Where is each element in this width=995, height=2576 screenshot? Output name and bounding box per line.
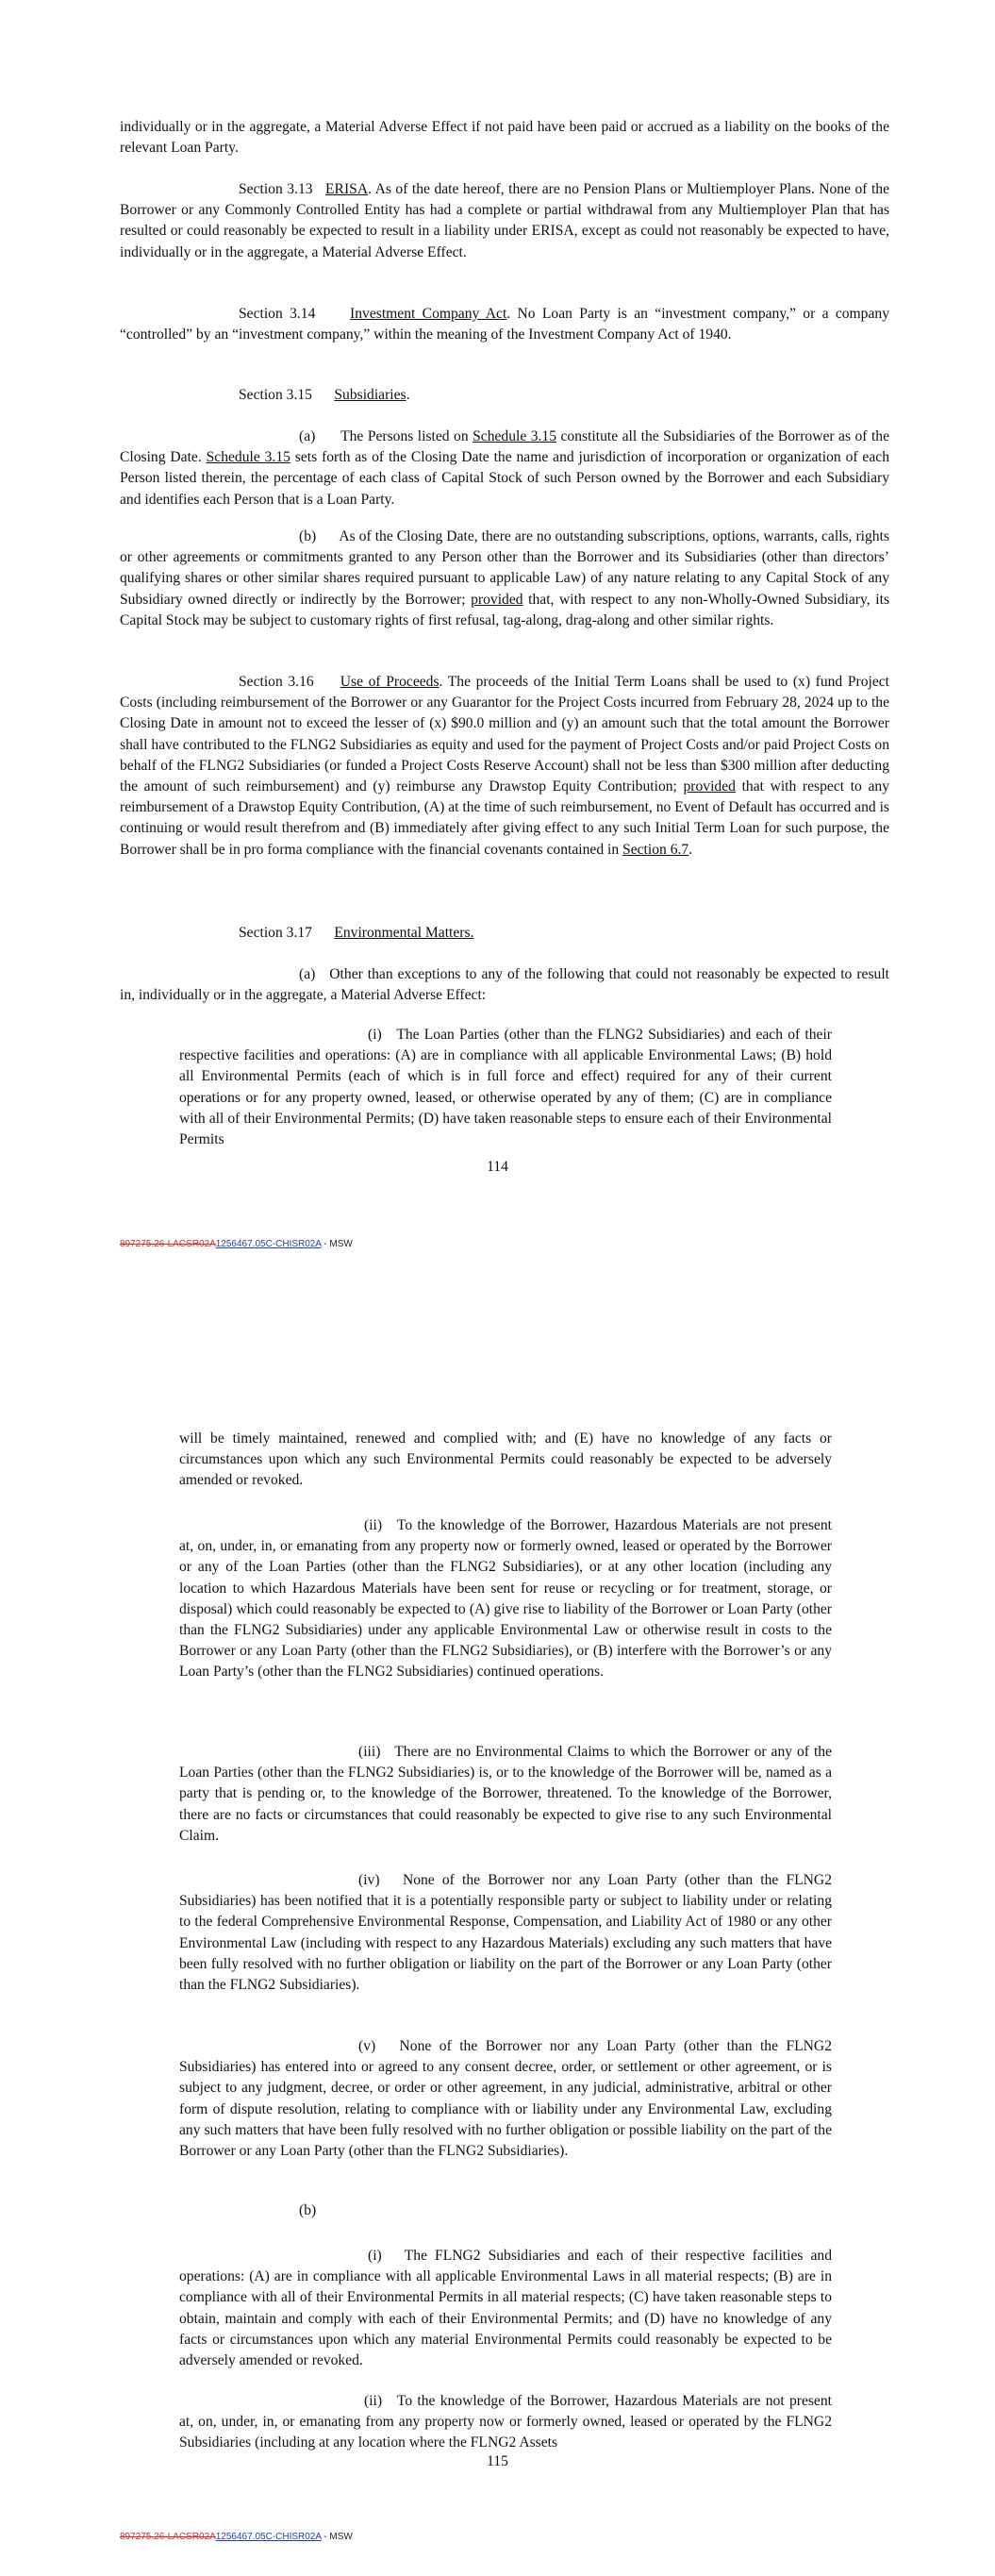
section-3-17-a-i-continued: will be timely maintained, renewed and complied with; and (E) have no knowledge of any facts or circumstances upon which any such Environmental Permits could reasonably be expected to be adversely amended or revoked. <box>179 1430 832 1489</box>
section-3-17-title: Environmental Matters. <box>334 925 474 941</box>
section-3-15-a-paragraph: (a) The Persons listed on Schedule 3.15 constitute all the Subsidiaries of the Borrower as of the Closing Date. Schedule 3.15 sets forth as of the Closing Date the name and jurisdiction of incorporation or organization of each Person listed therein, the percentage of each class of Capital Stock of such Person owned by the Borrower and each Subsidiary and identifies each Person that is a Loan Party. <box>120 428 890 508</box>
section-3-15-b-paragraph: (b) As of the Closing Date, there are no outstanding subscriptions, options, warrants, calls, rights or other agreements or commitments granted to any Person other than the Borrower and its Subsidiaries (other than directors’ qualifying shares or other similar shares required pursuant to applicable Law) of any nature relating to any Capital Stock of any Subsidiary owned directly or indirectly by the Borrower; provided that, with respect to any non-Wholly-Owned Subsidiary, its Capital Stock may be subject to customary rights of first refusal, tag-along, drag-along and other similar rights. <box>120 528 890 628</box>
schedule-3-15-link: Schedule 3.15 <box>206 449 290 466</box>
footer-inserted-id: 1256467.05C-CHISR02A <box>215 2532 322 2542</box>
section-3-16-paragraph: Section 3.16 Use of Proceeds. The proceeds of the Initial Term Loans shall be used to (x) fund Project Costs (including reimbursement of the Borrower or any Guarantor for the Project Costs incurred from February 28, 2024 up to the Closing Date in amount not to exceed the lesser of (x) $90.0 million and (y) an amount such that the total amount the Borrower shall have contributed to the FLNG2 Subsidiaries as equity and used for the payment of Project Costs and/or paid Project Costs on behalf of the FLNG2 Subsidiaries (or funded a Project Costs Reserve Account) shall not be less than $300 million after deducting the amount of such reimbursement) and (y) reimburse any Drawstop Equity Contribution; provided that with respect to any reimbursement of a Drawstop Equity Contribution, (A) at the time of such reimbursement, no Event of Default has occurred and is continuing or would result therefrom and (B) immediately after giving effect to any such Initial Term Loan for such purpose, the Borrower shall be in pro forma compliance with the financial covenants contained in Section 6.7. <box>120 674 889 858</box>
footer-deleted-id: 897275.26-LACSR02A <box>120 2532 216 2542</box>
section-3-15-number: Section 3.15 <box>239 387 312 403</box>
section-3-17-b-i-paragraph: (i) The FLNG2 Subsidiaries and each of their respective facilities and operations: (A) are in compliance with all applicable Environmental Laws in all material respects; (B) are in compliance with all of their Environmental Permits in all material respects; (C) have taken reasonable steps to obtain, maintain and comply with each of their Environmental Permits; and (D) have no knowledge of any facts or circumstances upon which any material Environmental Permits could reasonably be expected to be adversely amended or revoked. <box>179 2248 832 2369</box>
section-3-17-a-ii-paragraph: (ii) To the knowledge of the Borrower, Hazardous Materials are not present at, on, under, in, or emanating from any property now or formerly owned, leased or operated by the Borrower or any of the Loan Parties (other than the FLNG2 Subsidiaries), or at any other location (including any location to which Hazardous Materials have been sent for reuse or recycling or for treatment, storage, or disposal) which could reasonably be expected to (A) give rise to liability of the Borrower or Loan Party (other than the FLNG2 Subsidiaries) under any applicable Environmental Law or otherwise result in costs to the Borrower or any Loan Party (other than the FLNG2 Subsidiaries), or (B) interfere with the Borrower’s or any Loan Party’s (other than the FLNG2 Subsidiaries) continued operations. <box>179 1517 832 1681</box>
section-3-16-title: Use of Proceeds <box>340 674 439 690</box>
section-3-15-heading: Section 3.15 Subsidiaries. <box>239 387 410 403</box>
intro-paragraph: individually or in the aggregate, a Material Adverse Effect if not paid have been paid or accrued as a liability on the books of the relevant Loan Party. <box>120 119 889 157</box>
page-number: 115 <box>487 2453 508 2469</box>
section-6-7-link: Section 6.7 <box>622 841 689 858</box>
document-footer: 897275.26-LACSR02A1256467.05C-CHISR02A - MSW <box>120 1239 353 1249</box>
page-115 <box>0 1293 995 2576</box>
footer-inserted-id: 1256467.05C-CHISR02A <box>215 1239 322 1249</box>
document-footer: 897275.26-LACSR02A1256467.05C-CHISR02A - MSW <box>120 2532 353 2542</box>
section-3-17-b-label: (b) <box>299 2202 317 2218</box>
section-3-14-paragraph: Section 3.14 Investment Company Act. No Loan Party is an “investment company,” or a company “controlled” by an “investment company,” within the meaning of the Investment Company Act of 1940. <box>120 306 889 343</box>
section-3-13-number: Section 3.13 <box>239 181 313 197</box>
section-3-14-number: Section 3.14 <box>239 306 316 322</box>
section-3-17-a-i-paragraph: (i) The Loan Parties (other than the FLNG2 Subsidiaries) and each of their respective facilities and operations: (A) are in compliance with all applicable Environmental Laws; (B) hold all Environmental Permits (each of which is in full force and effect) required for any of their current operations or for any property owned, leased, or otherwise operated by any of them; (C) are in compliance with all of their Environmental Permits; (D) have taken reasonable steps to ensure each of their Environmental Permits <box>179 1027 832 1148</box>
section-3-17-a-iii-paragraph: (iii) There are no Environmental Claims to which the Borrower or any of the Loan Parties (other than the FLNG2 Subsidiaries) is, or to the knowledge of the Borrower will be, named as a party that is pending or, to the knowledge of the Borrower, threatened. To the knowledge of the Borrower, there are no facts or circumstances that could reasonably be expected to give rise to any such Environmental Claim. <box>179 1744 832 1844</box>
section-3-17-a-iv-paragraph: (iv) None of the Borrower nor any Loan Party (other than the FLNG2 Subsidiaries) has been notified that it is a potentially responsible party or subject to liability under or relating to the federal Comprehensive Environmental Response, Compensation, and Liability Act of 1980 or any other Environmental Law (including with respect to any Hazardous Materials) excluding any such matters that have been fully resolved with no further obligation or liability on the part of the Borrower or any Loan Party (other than the FLNG2 Subsidiaries). <box>179 1872 832 1994</box>
section-3-17-a-v-paragraph: (v) None of the Borrower nor any Loan Party (other than the FLNG2 Subsidiaries) has entered into or agreed to any consent decree, order, or settlement or other agreement, or is subject to any judgment, decree, or order or other agreement, in any judicial, administrative, arbitral or other form of dispute resolution, relating to compliance with or liability under any Environmental Law, excluding any such matters that have been fully resolved with no further obligation or possible liability on the part of the Borrower or any Loan Party (other than the FLNG2 Subsidiaries). <box>179 2038 832 2160</box>
section-3-13-paragraph: Section 3.13 ERISA. As of the date hereof, there are no Pension Plans or Multiemployer Plans. None of the Borrower or any Commonly Controlled Entity has had a complete or partial withdrawal from any Multiemployer Plan that has resulted or could reasonably be expected to result in a liability under ERISA, except as could not reasonably be expected to have, individually or in the aggregate, a Material Adverse Effect. <box>120 181 889 260</box>
section-3-17-number: Section 3.17 <box>239 925 312 941</box>
section-3-17-a-paragraph: (a) Other than exceptions to any of the following that could not reasonably be expected to result in, individually or in the aggregate, a Material Adverse Effect: <box>120 966 889 1004</box>
page-number: 114 <box>487 1159 508 1175</box>
schedule-3-15-link: Schedule 3.15 <box>473 428 557 444</box>
section-3-17-b-ii-paragraph: (ii) To the knowledge of the Borrower, Hazardous Materials are not present at, on, under, in, or emanating from any property now or formerly owned, leased or operated by the FLNG2 Subsidiaries (including at any location where the FLNG2 Assets <box>179 2393 832 2451</box>
section-3-16-number: Section 3.16 <box>239 674 314 690</box>
section-3-14-title: Investment Company Act <box>350 306 507 322</box>
section-3-17-heading <box>120 923 889 944</box>
section-3-13-title: ERISA <box>325 181 369 197</box>
footer-deleted-id: 897275.26-LACSR02A <box>120 1239 216 1249</box>
section-3-15-title: Subsidiaries <box>334 387 406 403</box>
